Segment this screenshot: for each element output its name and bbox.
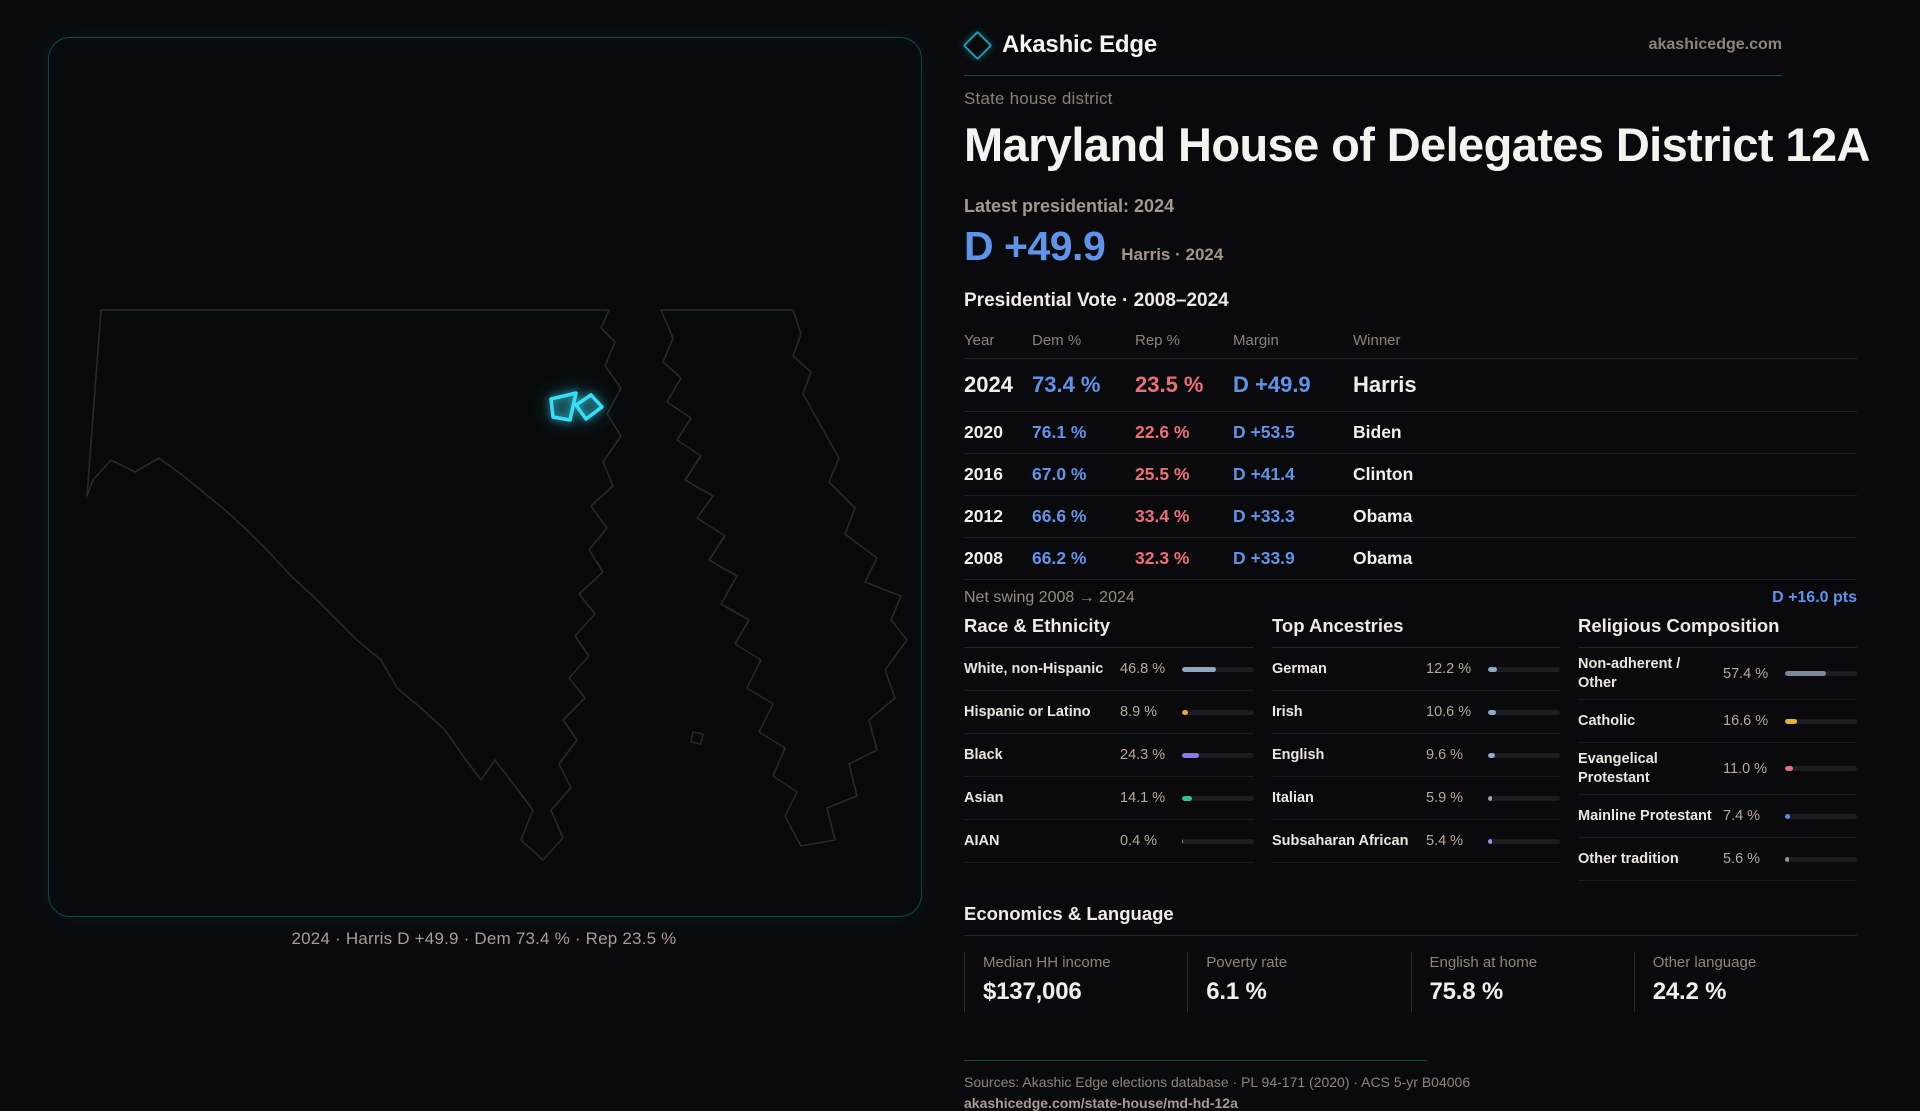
stat-bar	[1488, 796, 1560, 801]
stat-bar	[1785, 671, 1857, 676]
stat-tile: Poverty rate 6.1 %	[1187, 952, 1410, 1012]
stat-bar	[1488, 839, 1560, 844]
demo-row: Evangelical Protestant 11.0 %	[1578, 743, 1857, 795]
demo-row: Subsaharan African 5.4 %	[1272, 820, 1560, 863]
economics-stats	[964, 952, 1857, 1012]
bay-island	[691, 732, 703, 744]
demo-row: German 12.2 %	[1272, 648, 1560, 691]
stat-bar	[1488, 667, 1560, 672]
stat-bar	[1182, 667, 1254, 672]
demo-row: English 9.6 %	[1272, 734, 1560, 777]
race-ethnicity-section	[964, 615, 1254, 881]
col-margin: Margin	[1233, 332, 1279, 349]
district-type-label: State house district	[964, 89, 1113, 108]
religion-section	[1578, 615, 1857, 881]
maryland-eastern-shore-outline	[661, 310, 907, 846]
economics-section-title: Economics & Language	[964, 903, 1857, 936]
sources-text: Sources: Akashic Edge elections database · PL 94-171 (2020) · ACS 5-yr B04006	[964, 1074, 1471, 1091]
demo-row: Other tradition 5.6 %	[1578, 838, 1857, 881]
net-swing-value: D +16.0 pts	[1772, 589, 1857, 606]
stat-bar	[1182, 710, 1254, 715]
headline-margin-value: D +49.9	[964, 223, 1106, 269]
demo-row: Black 24.3 %	[964, 734, 1254, 777]
page-title: Maryland House of Delegates District 12A	[964, 118, 1870, 171]
brand-header	[964, 28, 1782, 62]
brand-name: Akashic Edge	[1002, 31, 1157, 58]
source-url-link[interactable]: akashicedge.com/state-house/md-hd-12a	[964, 1095, 1238, 1111]
table-title: Presidential Vote · 2008–2024	[964, 290, 1229, 311]
net-swing-row	[964, 589, 1857, 607]
table-row: 2016 67.0 % 25.5 % D +41.4 Clinton	[964, 454, 1857, 496]
header-divider	[964, 75, 1782, 76]
headline-margin	[964, 223, 1920, 270]
latest-presidential-label: Latest presidential: 2024	[964, 196, 1175, 216]
demo-row: Hispanic or Latino 8.9 %	[964, 691, 1254, 734]
presidential-vote-table	[964, 324, 1857, 580]
stat-bar	[1488, 753, 1560, 758]
brand-diamond-icon	[963, 30, 993, 60]
table-header-row	[964, 324, 1857, 359]
demo-row: Catholic 16.6 %	[1578, 700, 1857, 743]
table-row: 2024 73.4 % 23.5 % D +49.9 Harris	[964, 359, 1857, 412]
net-swing-label: Net swing 2008 → 2024	[964, 589, 1135, 606]
stat-tile: Other language 24.2 %	[1634, 952, 1857, 1012]
maryland-mainland-outline	[87, 310, 621, 860]
stat-tile: Median HH income $137,006	[964, 952, 1187, 1012]
brand-domain-link[interactable]: akashicedge.com	[1648, 36, 1782, 53]
district-map-card	[48, 37, 922, 917]
col-rep: Rep %	[1135, 332, 1181, 349]
map-caption: 2024 · Harris D +49.9 · Dem 73.4 % · Rep 23.5 %	[291, 929, 677, 948]
stat-tile: English at home 75.8 %	[1411, 952, 1634, 1012]
table-row: 2008 66.2 % 32.3 % D +33.9 Obama	[964, 538, 1857, 580]
stat-bar	[1785, 814, 1857, 819]
headline-margin-context: Harris · 2024	[1121, 245, 1224, 264]
demo-row: Mainline Protestant 7.4 %	[1578, 795, 1857, 838]
demo-row: Non-adherent / Other 57.4 %	[1578, 648, 1857, 700]
footer-divider	[964, 1060, 1427, 1061]
col-dem: Dem %	[1032, 332, 1082, 349]
demo-row: White, non-Hispanic 46.8 %	[964, 648, 1254, 691]
demo-row: Italian 5.9 %	[1272, 777, 1560, 820]
stat-bar	[1785, 857, 1857, 862]
stat-bar	[1785, 719, 1857, 724]
religion-section-title: Religious Composition	[1578, 615, 1857, 648]
table-row: 2012 66.6 % 33.4 % D +33.3 Obama	[964, 496, 1857, 538]
stat-bar	[1182, 796, 1254, 801]
maryland-map	[49, 38, 921, 916]
stat-bar	[1785, 766, 1857, 771]
stat-bar	[1488, 710, 1560, 715]
demo-row: Irish 10.6 %	[1272, 691, 1560, 734]
demo-row: Asian 14.1 %	[964, 777, 1254, 820]
col-winner: Winner	[1353, 332, 1401, 349]
stat-bar	[1182, 839, 1254, 844]
detail-panel	[964, 28, 1920, 1111]
ancestries-section	[1272, 615, 1560, 881]
ancestries-section-title: Top Ancestries	[1272, 615, 1560, 648]
demo-row: AIAN 0.4 %	[964, 820, 1254, 863]
stat-bar	[1182, 753, 1254, 758]
race-section-title: Race & Ethnicity	[964, 615, 1254, 648]
table-row: 2020 76.1 % 22.6 % D +53.5 Biden	[964, 412, 1857, 454]
col-year: Year	[964, 332, 995, 349]
highlighted-district-shape[interactable]	[551, 393, 602, 420]
demographics-grid	[964, 615, 1857, 881]
